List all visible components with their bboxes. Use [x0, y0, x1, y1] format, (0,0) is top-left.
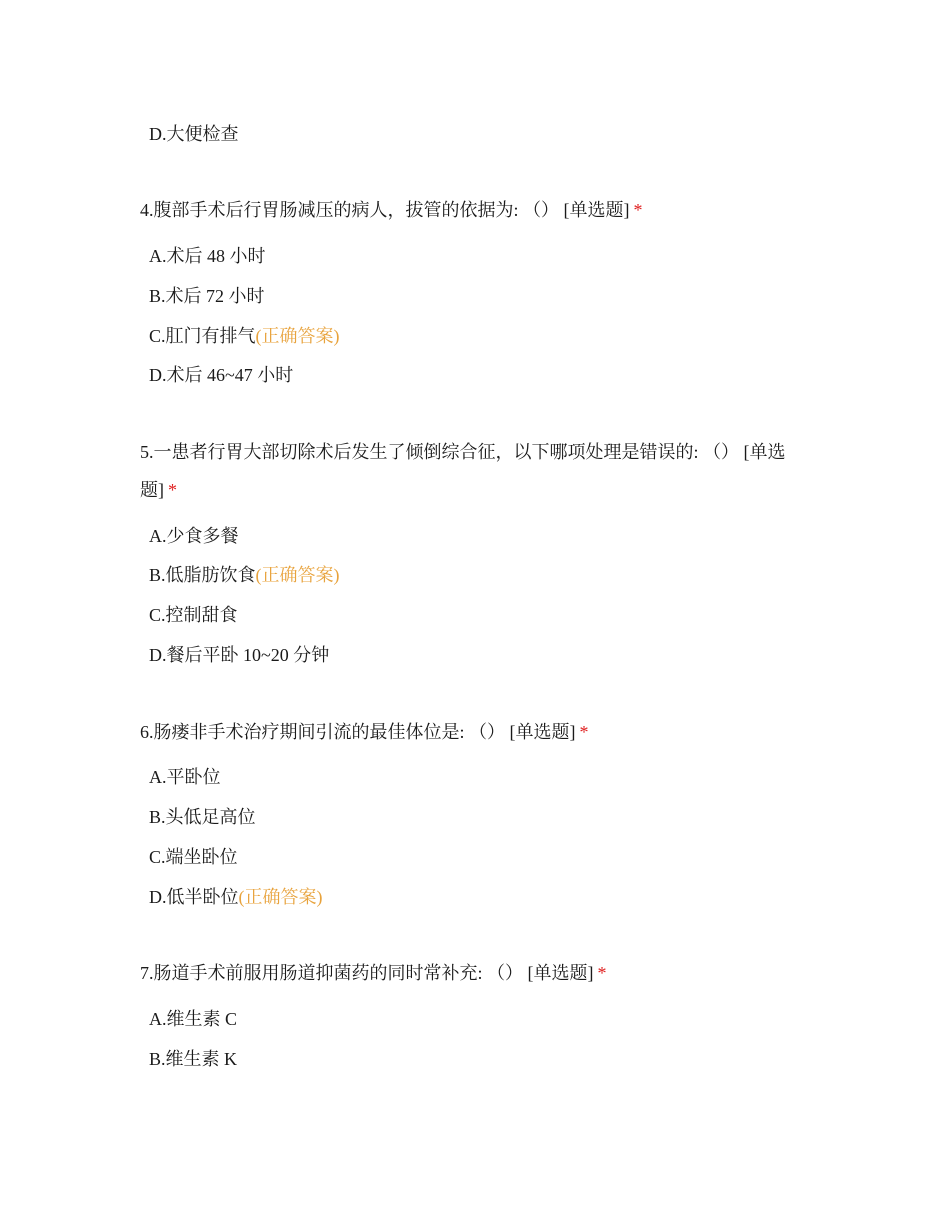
option-q4-b	[149, 284, 265, 308]
question-6-title	[140, 720, 589, 744]
option-text: C.控制甜食	[149, 605, 238, 625]
question-text: 5.一患者行胃大部切除术后发生了倾倒综合征，以下哪项处理是错误的: （） [单选	[140, 442, 786, 462]
question-text: 4.腹部手术后行胃肠减压的病人，拔管的依据为: （） [单选题]	[140, 200, 630, 220]
question-5-title-line1	[140, 440, 786, 464]
option-text: D.低半卧位	[149, 887, 239, 907]
option-q5-c	[149, 603, 238, 627]
required-mark: *	[168, 480, 177, 500]
question-5-title-line2	[140, 478, 177, 502]
option-text: B.头低足高位	[149, 807, 256, 827]
option-text: A.术后 48 小时	[149, 246, 266, 266]
question-text: 7.肠道手术前服用肠道抑菌药的同时常补充: （） [单选题]	[140, 963, 594, 983]
required-mark: *	[633, 200, 643, 220]
option-q4-c	[149, 324, 340, 348]
option-q5-a	[149, 524, 239, 548]
correct-answer-label: (正确答案)	[255, 326, 340, 346]
option-text: B.术后 72 小时	[149, 286, 265, 306]
option-text: A.维生素 C	[149, 1009, 238, 1029]
option-text: A.平卧位	[149, 767, 221, 787]
option-q4-a	[149, 244, 266, 268]
option-q6-c	[149, 845, 238, 869]
option-q5-d	[149, 643, 329, 667]
question-text: 6.肠瘘非手术治疗期间引流的最佳体位是: （） [单选题]	[140, 722, 576, 742]
required-mark: *	[597, 963, 607, 983]
option-text: C.肛门有排气	[149, 326, 256, 346]
option-q6-d	[149, 885, 323, 909]
correct-answer-label: (正确答案)	[238, 887, 323, 907]
option-q3-d	[149, 122, 239, 146]
option-q6-a	[149, 765, 221, 789]
option-q4-d	[149, 363, 293, 387]
question-text: 题]	[140, 480, 164, 500]
option-text: A.少食多餐	[149, 526, 239, 546]
option-text: D.术后 46~47 小时	[149, 365, 294, 385]
option-text: D.餐后平卧 10~20 分钟	[149, 645, 330, 665]
option-text: C.端坐卧位	[149, 847, 238, 867]
question-7-title	[140, 961, 607, 985]
option-text: D.大便检查	[149, 124, 239, 144]
option-q7-b	[149, 1047, 237, 1071]
correct-answer-label: (正确答案)	[255, 565, 340, 585]
option-q6-b	[149, 805, 256, 829]
option-q5-b	[149, 563, 340, 587]
option-text: B.低脂肪饮食	[149, 565, 256, 585]
required-mark: *	[579, 722, 589, 742]
option-q7-a	[149, 1007, 237, 1031]
option-text: B.维生素 K	[149, 1049, 238, 1069]
question-4-title	[140, 198, 643, 222]
